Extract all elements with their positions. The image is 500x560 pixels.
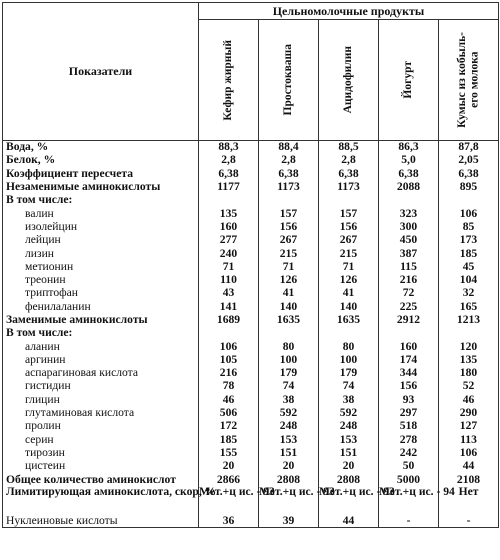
cell-value: 71	[259, 260, 319, 273]
row-label: глицин	[3, 393, 199, 406]
cell-value: 215	[319, 247, 379, 260]
table-row	[3, 154, 499, 167]
cell-value: 1177	[199, 180, 259, 193]
cell-value: 135	[199, 207, 259, 220]
cell-value: 156	[319, 220, 379, 233]
cell-value	[439, 194, 499, 207]
cell-value: 173	[439, 234, 499, 247]
table-row	[3, 327, 499, 340]
cell-value: 450	[379, 234, 439, 247]
row-label: аспарагиновая кислота	[3, 367, 199, 380]
row-label: Белок, %	[3, 154, 199, 167]
cell-value: 74	[319, 380, 379, 393]
cell-value: 106	[439, 207, 499, 220]
cell-value	[319, 327, 379, 340]
cell-value	[259, 194, 319, 207]
cell-value: 126	[259, 273, 319, 286]
table-row	[3, 340, 499, 353]
table-row	[3, 260, 499, 273]
cell-value	[259, 327, 319, 340]
cell-value: 20	[199, 460, 259, 473]
cell-value: 248	[259, 420, 319, 433]
cell-value: 50	[379, 460, 439, 473]
cell-value: 153	[259, 433, 319, 446]
table-row	[3, 353, 499, 366]
table-row	[3, 300, 499, 313]
cell-value: 36	[199, 514, 259, 527]
table-row	[3, 446, 499, 459]
cell-value: -	[379, 514, 439, 527]
row-label: глутаминовая кислота	[3, 406, 199, 419]
cell-value: 106	[199, 340, 259, 353]
cell-value: 2,05	[439, 154, 499, 167]
column-header-kefir: Кефир жирный	[199, 20, 259, 141]
cell-value: 344	[379, 367, 439, 380]
cell-value: 71	[319, 260, 379, 273]
cell-value: 277	[199, 234, 259, 247]
cell-value: 38	[259, 393, 319, 406]
table-row	[3, 393, 499, 406]
cell-value: 45	[439, 260, 499, 273]
cell-value: 387	[379, 247, 439, 260]
cell-value: 2108	[439, 473, 499, 486]
cell-value: 160	[379, 340, 439, 353]
cell-value: 2,8	[319, 154, 379, 167]
cell-value: 6,38	[199, 167, 259, 180]
cell-value	[319, 194, 379, 207]
row-label: В том числе:	[3, 327, 199, 340]
cell-value: 1173	[319, 180, 379, 193]
row-label: Незаменимые аминокислоты	[3, 180, 199, 193]
cell-value: 5,0	[379, 154, 439, 167]
row-label: Общее количество аминокислот	[3, 473, 199, 486]
cell-value	[379, 194, 439, 207]
cell-value: 518	[379, 420, 439, 433]
cell-value: 2,8	[199, 154, 259, 167]
cell-value: 592	[259, 406, 319, 419]
table-row	[3, 180, 499, 193]
table-row	[3, 167, 499, 180]
cell-value: 1635	[319, 313, 379, 326]
row-label: лейцин	[3, 234, 199, 247]
cell-value: 506	[199, 406, 259, 419]
table-row	[3, 514, 499, 527]
cell-value: 157	[319, 207, 379, 220]
cell-value: 151	[259, 446, 319, 459]
cell-value: 172	[199, 420, 259, 433]
cell-value: 140	[259, 300, 319, 313]
table-row	[3, 313, 499, 326]
cell-value	[199, 327, 259, 340]
cell-value: 1213	[439, 313, 499, 326]
cell-value: 105	[199, 353, 259, 366]
cell-value: 127	[439, 420, 499, 433]
row-label: валин	[3, 207, 199, 220]
row-label: треонин	[3, 273, 199, 286]
column-header-kumys: Кумыс из кобыль- его молока	[439, 20, 499, 141]
cell-value: 46	[439, 393, 499, 406]
cell-value: 290	[439, 406, 499, 419]
cell-value: 1173	[259, 180, 319, 193]
cell-value: 88,4	[259, 141, 319, 154]
row-label: лизин	[3, 247, 199, 260]
table-row	[3, 406, 499, 419]
row-label: аргинин	[3, 353, 199, 366]
column-header-yogurt: Йогурт	[379, 20, 439, 141]
cell-value: 160	[199, 220, 259, 233]
cell-value: 86,3	[379, 141, 439, 154]
cell-value: 5000	[379, 473, 439, 486]
cell-value: 278	[379, 433, 439, 446]
cell-value: 1635	[259, 313, 319, 326]
cell-value: 126	[319, 273, 379, 286]
cell-value: Мет.+ц ис. - 94	[379, 486, 439, 514]
cell-value: 100	[319, 353, 379, 366]
column-header-acidophilin: Ацидофилин	[319, 20, 379, 141]
row-label: триптофан	[3, 287, 199, 300]
row-label: В том числе:	[3, 194, 199, 207]
cell-value: 156	[259, 220, 319, 233]
cell-value: 106	[439, 446, 499, 459]
table-row	[3, 220, 499, 233]
cell-value: 113	[439, 433, 499, 446]
row-label: тирозин	[3, 446, 199, 459]
cell-value: 225	[379, 300, 439, 313]
cell-value: 6,38	[259, 167, 319, 180]
table-row	[3, 141, 499, 154]
table-row	[3, 380, 499, 393]
cell-value: 110	[199, 273, 259, 286]
cell-value: 297	[379, 406, 439, 419]
cell-value: 300	[379, 220, 439, 233]
cell-value	[379, 327, 439, 340]
cell-value: 46	[199, 393, 259, 406]
table-row	[3, 234, 499, 247]
cell-value: 141	[199, 300, 259, 313]
cell-value: 174	[379, 353, 439, 366]
cell-value: 216	[379, 273, 439, 286]
row-label: серин	[3, 433, 199, 446]
cell-value: 215	[259, 247, 319, 260]
row-label: изолейцин	[3, 220, 199, 233]
row-label: Лимитирующая аминокислота, скор, %	[3, 486, 199, 514]
cell-value: 165	[439, 300, 499, 313]
cell-value: 104	[439, 273, 499, 286]
cell-value: 41	[319, 287, 379, 300]
cell-value: 240	[199, 247, 259, 260]
row-label: Вода, %	[3, 141, 199, 154]
table-row	[3, 273, 499, 286]
cell-value: 267	[259, 234, 319, 247]
cell-value: Мет.+ц ис. - 93	[199, 486, 259, 514]
cell-value: 39	[259, 514, 319, 527]
cell-value: 242	[379, 446, 439, 459]
cell-value: 20	[259, 460, 319, 473]
row-label: пролин	[3, 420, 199, 433]
cell-value: 43	[199, 287, 259, 300]
cell-value	[199, 194, 259, 207]
table-row	[3, 207, 499, 220]
cell-value: 41	[259, 287, 319, 300]
cell-value: 2088	[379, 180, 439, 193]
cell-value: 52	[439, 380, 499, 393]
cell-value: 248	[319, 420, 379, 433]
table-row	[3, 473, 499, 486]
cell-value: 267	[319, 234, 379, 247]
cell-value: 78	[199, 380, 259, 393]
cell-value: 180	[439, 367, 499, 380]
cell-value: 74	[259, 380, 319, 393]
cell-value: 156	[379, 380, 439, 393]
cell-value: 120	[439, 340, 499, 353]
cell-value: 151	[319, 446, 379, 459]
cell-value: 93	[379, 393, 439, 406]
cell-value: 71	[199, 260, 259, 273]
table-row	[3, 486, 499, 514]
column-header-prostokvasha: Простокваша	[259, 20, 319, 141]
row-label: метионин	[3, 260, 199, 273]
cell-value: 157	[259, 207, 319, 220]
cell-value: 2,8	[259, 154, 319, 167]
row-label: фенилаланин	[3, 300, 199, 313]
cell-value: 32	[439, 287, 499, 300]
cell-value: 88,3	[199, 141, 259, 154]
cell-value: Нет	[439, 486, 499, 514]
table-row	[3, 194, 499, 207]
cell-value: 216	[199, 367, 259, 380]
cell-value: 6,38	[379, 167, 439, 180]
amino-acid-table	[2, 2, 499, 528]
cell-value: 80	[319, 340, 379, 353]
cell-value: 85	[439, 220, 499, 233]
table-row	[3, 367, 499, 380]
cell-value: 2866	[199, 473, 259, 486]
cell-value: 2912	[379, 313, 439, 326]
table-body	[3, 141, 499, 528]
cell-value: 185	[439, 247, 499, 260]
cell-value: -	[439, 514, 499, 527]
cell-value: 115	[379, 260, 439, 273]
table-row	[3, 247, 499, 260]
cell-value: Мет.+ц ис. - 93	[319, 486, 379, 514]
cell-value: 153	[319, 433, 379, 446]
cell-value	[439, 327, 499, 340]
cell-value: 2808	[319, 473, 379, 486]
cell-value: 100	[259, 353, 319, 366]
table-row	[3, 433, 499, 446]
row-label: Коэффициент пересчета	[3, 167, 199, 180]
row-label: Заменимые аминокислоты	[3, 313, 199, 326]
cell-value: 135	[439, 353, 499, 366]
cell-value: 87,8	[439, 141, 499, 154]
cell-value: 895	[439, 180, 499, 193]
cell-value: 323	[379, 207, 439, 220]
cell-value: 20	[319, 460, 379, 473]
cell-value: 6,38	[439, 167, 499, 180]
cell-value: 2808	[259, 473, 319, 486]
cell-value: 592	[319, 406, 379, 419]
cell-value: 179	[259, 367, 319, 380]
group-header: Цельномолочные продукты	[199, 3, 499, 20]
row-label: цистеин	[3, 460, 199, 473]
cell-value: 80	[259, 340, 319, 353]
cell-value: 38	[319, 393, 379, 406]
cell-value: 179	[319, 367, 379, 380]
row-label: гистидин	[3, 380, 199, 393]
cell-value: 44	[439, 460, 499, 473]
cell-value: 155	[199, 446, 259, 459]
cell-value: 44	[319, 514, 379, 527]
table-row	[3, 287, 499, 300]
table-row	[3, 460, 499, 473]
row-label: аланин	[3, 340, 199, 353]
cell-value: 185	[199, 433, 259, 446]
cell-value: Мет.+ц ис. - 93	[259, 486, 319, 514]
cell-value: 6,38	[319, 167, 379, 180]
table-row	[3, 420, 499, 433]
cell-value: 88,5	[319, 141, 379, 154]
indicator-header: Показатели	[3, 3, 199, 141]
cell-value: 1689	[199, 313, 259, 326]
row-label: Нуклеиновые кислоты	[3, 514, 199, 527]
cell-value: 72	[379, 287, 439, 300]
cell-value: 140	[319, 300, 379, 313]
